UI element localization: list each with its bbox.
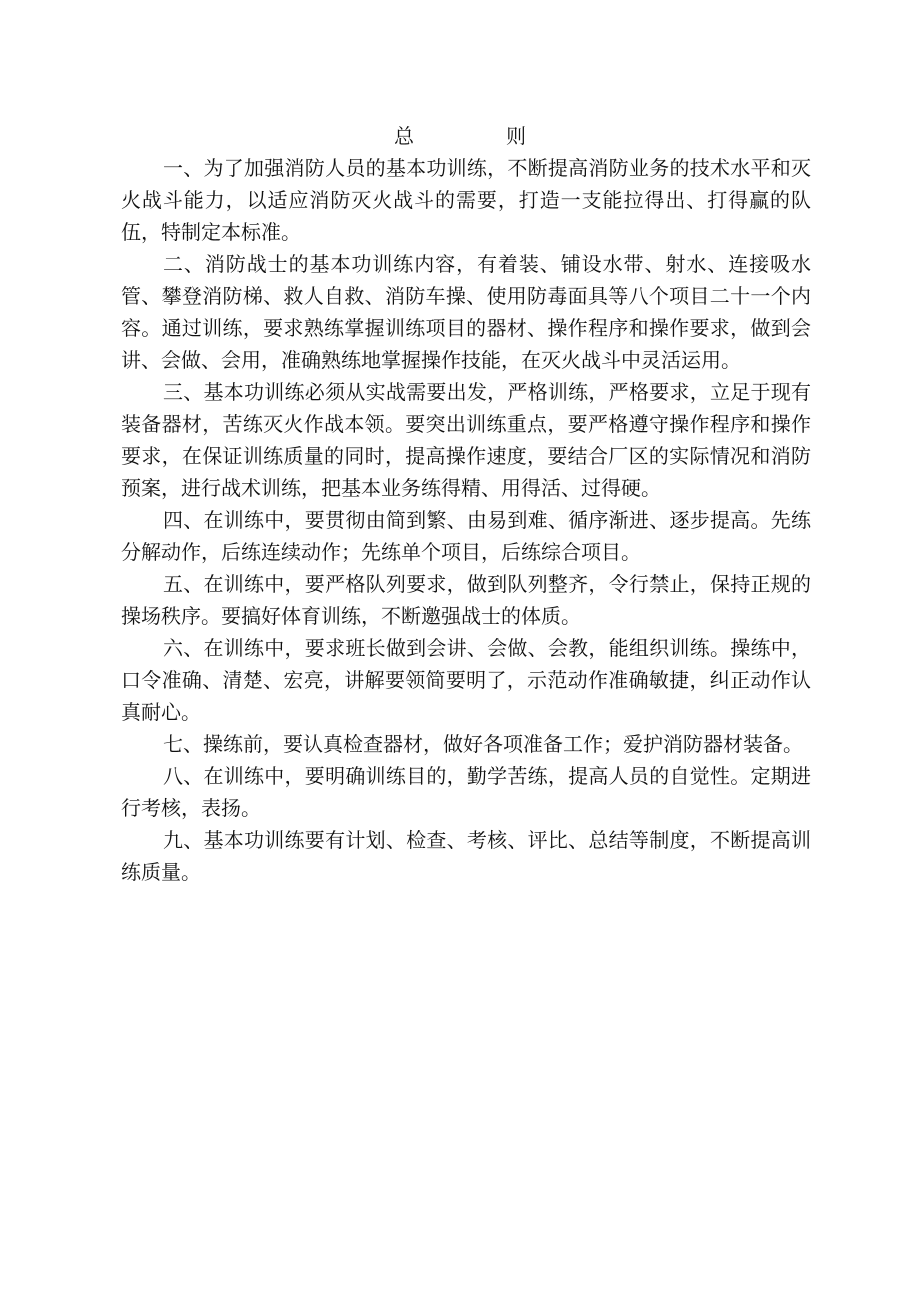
paragraph-4: 四、在训练中，要贯彻由简到繁、由易到难、循序渐进、逐步提高。先练分解动作，后练连续动作；先练单个项目，后练综合项目。 — [121, 508, 811, 564]
paragraph-9: 九、基本功训练要有计划、检查、考核、评比、总结等制度，不断提高训练质量。 — [121, 828, 811, 884]
paragraph-7: 七、操练前，要认真检查器材，做好各项准备工作；爱护消防器材装备。 — [163, 732, 803, 756]
paragraph-8: 八、在训练中，要明确训练目的，勤学苦练，提高人员的自觉性。定期进行考核，表扬。 — [121, 764, 811, 820]
paragraph-3: 三、基本功训练必须从实战需要出发，严格训练，严格要求，立足于现有装备器材，苦练灭火作战本领。要突出训练重点，要严格遵守操作程序和操作要求，在保证训练质量的同时，提高操作速度，要结合厂区的实际情况和消防预案，进行战术训练，把基本业务练得精、用得活、过得硬。 — [121, 380, 811, 500]
paragraph-1: 一、为了加强消防人员的基本功训练，不断提高消防业务的技术水平和灭火战斗能力，以适应消防灭火战斗的需要，打造一支能拉得出、打得赢的队伍，特制定本标准。 — [121, 156, 811, 244]
paragraph-6: 六、在训练中，要求班长做到会讲、会做、会教，能组织训练。操练中，口令准确、清楚、宏亮，讲解要领简要明了，示范动作准确敏捷，纠正动作认真耐心。 — [121, 636, 811, 724]
document-title — [0, 120, 920, 152]
title-part-1: 总 — [394, 124, 414, 148]
title-part-2: 则 — [506, 124, 526, 148]
paragraph-2: 二、消防战士的基本功训练内容，有着装、铺设水带、射水、连接吸水管、攀登消防梯、救人自救、消防车操、使用防毒面具等八个项目二十一个内容。通过训练，要求熟练掌握训练项目的器材、操作程序和操作要求，做到会讲、会做、会用，准确熟练地掌握操作技能，在灭火战斗中灵活运用。 — [121, 252, 811, 372]
document-body — [121, 152, 811, 888]
paragraph-5: 五、在训练中，要严格队列要求，做到队列整齐，令行禁止，保持正规的操场秩序。要搞好体育训练，不断邀强战士的体质。 — [121, 572, 811, 628]
